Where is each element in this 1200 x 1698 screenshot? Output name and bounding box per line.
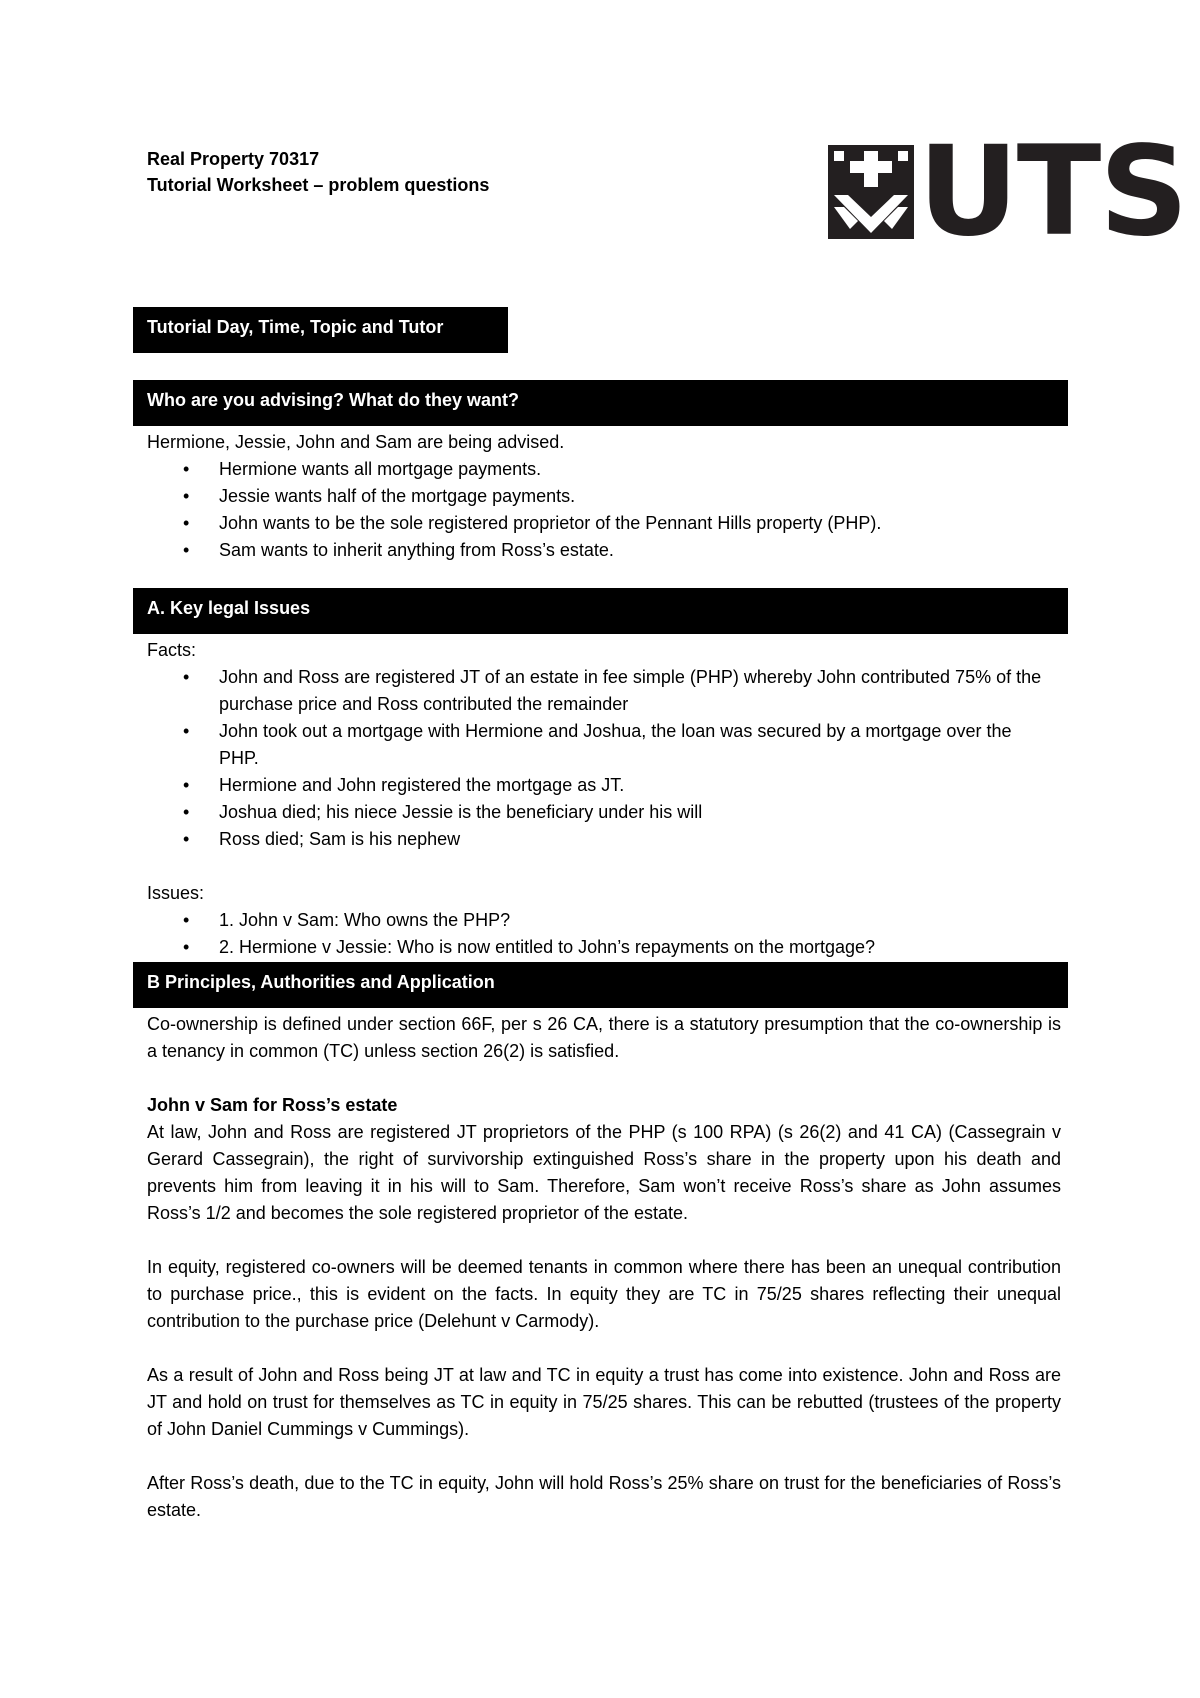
list-item: • John took out a mortgage with Hermione and Joshua, the loan was secured by a mortgage over the PHP.: [147, 718, 1047, 772]
document-header: [147, 146, 489, 198]
list-item: • Jessie wants half of the mortgage payments.: [147, 483, 881, 510]
principles-subheading: John v Sam for Ross’s estate: [147, 1095, 398, 1115]
principles-section: [147, 1011, 1061, 1524]
list-item: • Hermione wants all mortgage payments.: [147, 456, 881, 483]
facts-label: Facts:: [147, 640, 197, 660]
list-item: • 2. Hermione v Jessie: Who is now entitled to John’s repayments on the mortgage?: [147, 934, 1047, 961]
list-item: • 1. John v Sam: Who owns the PHP?: [147, 907, 1047, 934]
principles-paragraph: After Ross’s death, due to the TC in equity, John will hold Ross’s 25% share on trust for the beneficiaries of Ross’s estate.: [147, 1473, 1061, 1520]
advising-section: [147, 429, 881, 564]
principles-paragraph: At law, John and Ross are registered JT proprietors of the PHP (s 100 RPA) (s 26(2) and 41 CA) (Cassegrain v Gerard Cassegrain), the right of survivorship extinguished Ross’s share in the property upon his death and prevents him from leaving it in his will to Sam. Therefore, Sam won’t receive Ross’s share as John assumes Ross’s 1/2 and becomes the sole registered proprietor of the estate.: [147, 1122, 1061, 1223]
facts-list: [147, 664, 1047, 853]
key-issues-section: [147, 637, 1077, 961]
logo-wordmark: UTS: [918, 120, 1187, 264]
list-item: • Hermione and John registered the mortgage as JT.: [147, 772, 1047, 799]
key-issues-heading: A. Key legal Issues: [147, 598, 311, 618]
list-item: • John and Ross are registered JT of an estate in fee simple (PHP) whereby John contributed 75% of the purchase price and Ross contributed the remainder: [147, 664, 1047, 718]
advising-list: [147, 456, 881, 564]
list-item: • Sam wants to inherit anything from Ross’s estate.: [147, 537, 881, 564]
uts-logo: [828, 120, 1187, 264]
advising-intro: Hermione, Jessie, John and Sam are being advised.: [147, 432, 565, 452]
issues-list: [147, 907, 1047, 961]
list-item: • Joshua died; his niece Jessie is the beneficiary under his will: [147, 799, 1047, 826]
advising-heading: Who are you advising? What do they want?: [147, 390, 520, 410]
uts-crest-icon: [828, 145, 914, 239]
advising-heading-bar: [133, 380, 1068, 426]
issues-label: Issues:: [147, 883, 205, 903]
course-title: Real Property 70317: [147, 149, 320, 169]
principles-intro: Co-ownership is defined under section 66F, per s 26 CA, there is a statutory presumption that the co-ownership is a tenancy in common (TC) unless section 26(2) is satisfied.: [147, 1014, 1061, 1061]
worksheet-subtitle: Tutorial Worksheet – problem questions: [147, 175, 490, 195]
principles-heading: B Principles, Authorities and Application: [147, 972, 495, 992]
tutorial-info-label: Tutorial Day, Time, Topic and Tutor: [147, 317, 444, 337]
tutorial-info-box: [133, 307, 508, 353]
list-item: • Ross died; Sam is his nephew: [147, 826, 1047, 853]
key-issues-heading-bar: [133, 588, 1068, 634]
principles-heading-bar: [133, 962, 1068, 1008]
principles-paragraph: In equity, registered co-owners will be deemed tenants in common where there has been an unequal contribution to purchase price., this is evident on the facts. In equity they are TC in 75/25 shares reflecting their unequal contribution to the purchase price (Delehunt v Carmody).: [147, 1257, 1061, 1331]
list-item: • John wants to be the sole registered proprietor of the Pennant Hills property (PHP).: [147, 510, 881, 537]
principles-paragraph: As a result of John and Ross being JT at law and TC in equity a trust has come into existence. John and Ross are JT and hold on trust for themselves as TC in equity in 75/25 shares. This can be rebutted (trustees of the property of John Daniel Cummings v Cummings).: [147, 1365, 1061, 1439]
